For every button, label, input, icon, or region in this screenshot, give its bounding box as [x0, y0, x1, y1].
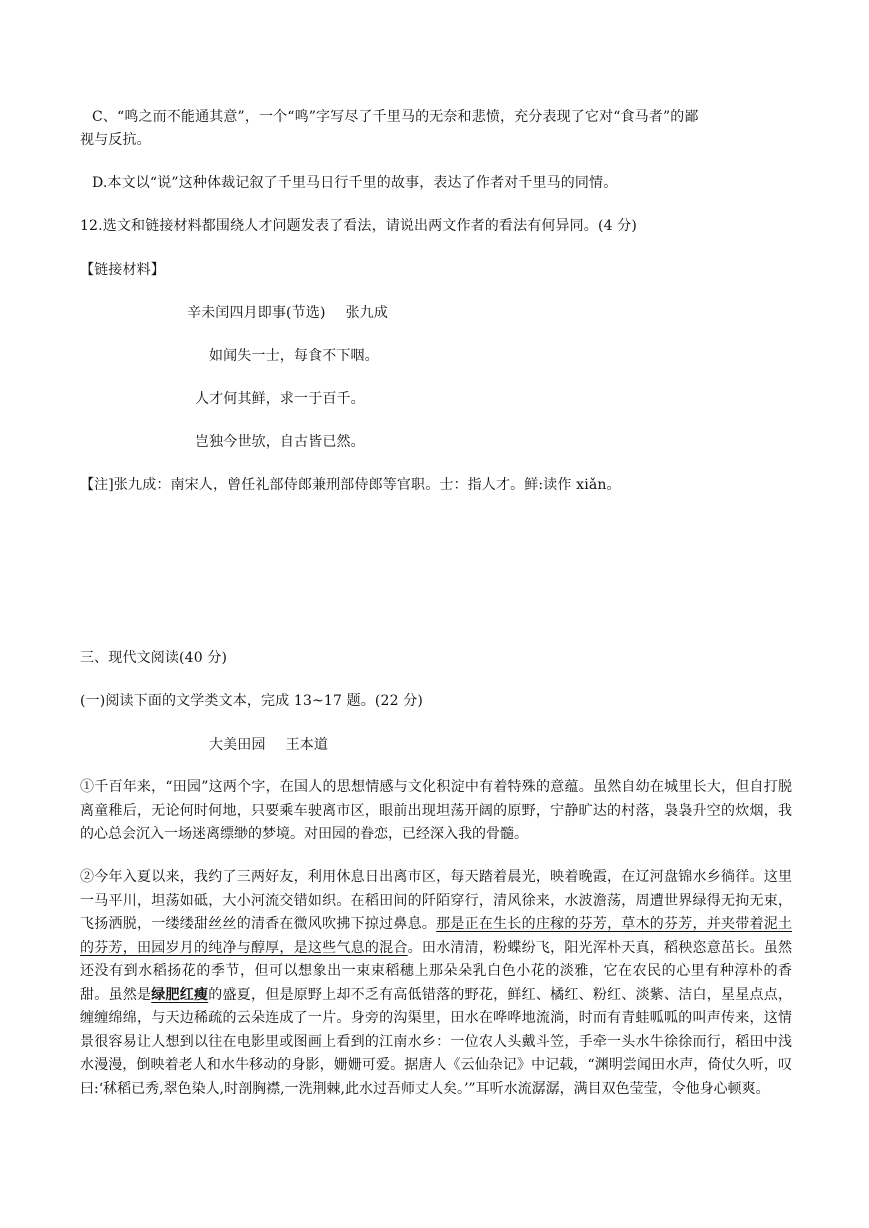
section-3-subheading: (一)阅读下面的文学类文本，完成 13~17 题。(22 分) [80, 693, 424, 709]
link-material-header: 【链接材料】 [80, 262, 165, 278]
annotation-note: 【注]张九成：南宋人，曾任礼部侍郎兼刑部侍郎等官职。士：指人才。鲜:读作 xiǎn。 [80, 477, 621, 493]
section-3-heading: 三、现代文阅读(40 分) [80, 650, 228, 666]
poem-line-1: 如闻失一士，每食不下咽。 [209, 348, 379, 364]
option-d: D.本文以“说”这种体裁记叙了千里马日行千里的故事，表达了作者对千里马的同情。 [92, 175, 618, 191]
poem-title: 辛未闰四月即事(节选) [187, 305, 326, 321]
poem-title-line [187, 304, 388, 322]
paragraph-2-bold-phrase: 绿肥红瘦 [151, 986, 209, 1003]
poem-line-3: 岂独今世欤，自古皆已然。 [195, 434, 365, 450]
paragraph-2 [80, 866, 792, 1101]
option-c-line1: C、“鸣之而不能通其意”，一个“鸣”字写尽了千里马的无奈和悲愤，充分表现了它对“食马者”的鄙 [92, 109, 699, 125]
paragraph-2-part-c: 的盛夏，但是原野上却不乏有高低错落的野花，鲜红、橘红、粉红、淡紫、洁白，星星点点，缠缠绵绵，与天边稀疏的云朵连成了一片。身旁的沟渠里，田水在哗哗地流淌，时而有青蛙呱呱的叫声传来，这情景很容易让人想到以往在电影里或图画上看到的江南水乡：一位农人头戴斗笠，手牵一头水牛徐徐而行，稻田中浅水漫漫，倒映着老人和水牛移动的身影，姗姗可爱。据唐人《云仙杂记》中记载，“渊明尝闻田水声，倚仗久听，叹曰:‘秫稻已秀,翠色染人,时剖胸襟,一洗荆棘,此水过吾师丈人矣。’”耳听水流潺潺，满目双色莹莹，令他身心顿爽。 [80, 986, 793, 1097]
poem-author: 张九成 [345, 305, 389, 321]
paragraph-2-part-a: ②今年入夏以来，我约了三两好友，利用休息日出离市区，每天踏着晨光，映着晚霞，在辽河盘锦水乡徜徉。这里一马平川，坦荡如砥，大小河流交错如织。在稻田间的阡陌穿行，清风徐来，水波澹荡，周遭世界绿得无拘无束，飞扬洒脱，一缕缕甜丝丝的清香在微风吹拂下掠过鼻息。 [80, 869, 792, 932]
article-title-line [209, 736, 328, 754]
option-c-line2: 视与反抗。 [80, 132, 151, 148]
paragraph-2-underlined: 那是正在生长的庄稼的芬芳，草木的芬芳，并夹带着泥土的芬芳，田园岁月的纯净与醇厚，是这些气息的混合 [80, 916, 793, 956]
article-author: 王本道 [285, 737, 329, 753]
question-12: 12.选文和链接材料都围绕人才问题发表了看法，请说出两文作者的看法有何异同。(4 分) [80, 218, 637, 234]
article-title: 大美田园 [209, 737, 266, 753]
poem-line-2: 人才何其鲜，求一于百千。 [195, 391, 365, 407]
paragraph-1: ①千百年来，“田园”这两个字，在国人的思想情感与文化积淀中有着特殊的意蕴。虽然自幼在城里长大，但自打脱离童稚后，无论何时何地，只要乘车驶离市区，眼前出现坦荡开阔的原野，宁静旷达的村落，袅袅升空的炊烟，我的心总会沉入一场迷离缥缈的梦境。对田园的眷恋，已经深入我的骨髓。 [80, 779, 792, 842]
paragraph-2-part-b: 。田水清清，粉蝶纷飞，阳光浑朴天真，稻秧恣意茁长。虽然还没有到水稻扬花的季节，但可以想象出一束束稻穗上那朵朵乳白色小花的淡雅，它在农民的心里有种淳朴的香甜。虽然是 [80, 939, 793, 1003]
